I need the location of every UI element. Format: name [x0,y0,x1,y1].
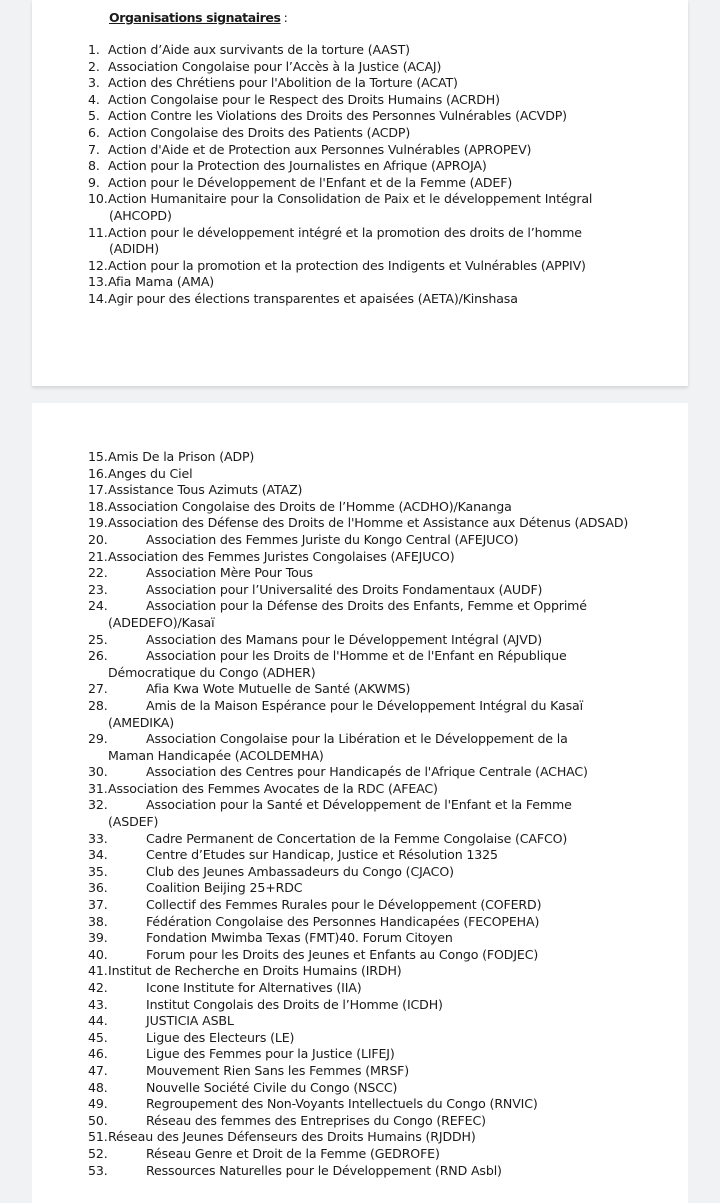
item-number: 8. [88,158,100,174]
list-item [88,158,592,175]
item-number: 34. [88,847,108,863]
item-number: 53. [88,1162,108,1178]
item-number: 25. [88,631,108,647]
item-number: 12. [88,257,108,273]
list-item [88,1063,628,1080]
item-text: Ligue des Femmes pour la Justice (LIFEJ) [146,1046,395,1062]
item-text-continuation: (ADEDEFO)/Kasaï [108,614,215,630]
item-number: 24. [88,598,108,614]
list-item [88,42,592,59]
item-number: 40. [88,946,108,962]
item-number: 7. [88,141,100,157]
item-text: Afia Mama (AMA) [108,274,215,290]
item-number: 2. [88,58,100,74]
item-number: 27. [88,681,108,697]
list-item [88,847,628,864]
item-text: Institut de Recherche en Droits Humains (IRDH) [108,963,402,979]
item-text: Réseau des femmes des Entreprises du Congo (REFEC) [146,1112,486,1128]
item-text: Action Humanitaire pour la Consolidation de Paix et le développement Intégral [108,191,593,207]
list-item [88,125,592,142]
list-item [88,598,628,631]
item-text-continuation: Maman Handicapée (ACOLDEMHA) [108,747,324,763]
item-number: 50. [88,1112,108,1128]
item-text: Mouvement Rien Sans les Femmes (MRSF) [146,1062,410,1078]
list-item [88,482,628,499]
item-text-continuation: (ASDEF) [108,814,159,830]
item-number: 46. [88,1046,108,1062]
item-number: 38. [88,913,108,929]
heading-text: Organisations signataires [109,10,281,25]
item-number: 44. [88,1013,108,1029]
list-item [88,258,592,275]
item-text: Association Congolaise pour l’Accès à la Justice (ACAJ) [108,58,442,74]
item-text: Anges du Ciel [108,465,193,481]
item-text-continuation: Démocratique du Congo (ADHER) [108,664,316,680]
list-item [88,532,628,549]
item-number: 17. [88,482,108,498]
item-number: 3. [88,75,100,91]
item-text: Association pour l’Universalité des Droits Fondamentaux (AUDF) [146,581,543,597]
item-text: Agir pour des élections transparentes et apaisées (AETA)/Kinshasa [108,290,518,306]
item-text: Réseau Genre et Droit de la Femme (GEDROFE) [146,1145,440,1161]
list-item [88,175,592,192]
item-text: Coalition Beijing 25+RDC [146,880,303,896]
item-text: Fondation Mwimba Texas (FMT)40. Forum Citoyen [146,930,453,946]
item-text: Ressources Naturelles pour le Développement (RND Asbl) [146,1162,502,1178]
item-number: 4. [88,91,100,107]
item-text: Association pour la Défense des Droits des Enfants, Femme et Opprimé [146,598,587,614]
item-text: Association des Centres pour Handicapés de l'Afrique Centrale (ACHAC) [146,764,588,780]
item-text: Action pour la Protection des Journalistes en Afrique (APROJA) [108,158,487,174]
item-number: 20. [88,531,108,547]
item-number: 23. [88,581,108,597]
list-item [88,797,628,830]
item-text: Association des Femmes Juriste du Kongo Central (AFEJUCO) [146,531,519,547]
item-text: Icone Institute for Alternatives (IIA) [146,980,362,995]
item-text: Cadre Permanent de Concertation de la Femme Congolaise (CAFCO) [146,830,568,846]
item-text: Club des Jeunes Ambassadeurs du Congo (CJACO) [146,863,454,879]
document-page-1 [32,0,688,386]
item-number: 51. [88,1129,108,1145]
item-number: 31. [88,780,108,796]
item-number: 26. [88,648,108,664]
item-text: Action d’Aide aux survivants de la torture (AAST) [108,42,410,57]
item-number: 33. [88,830,108,846]
item-text: Fédération Congolaise des Personnes Handicapées (FECOPEHA) [146,913,540,929]
item-text: Association Congolaise des Droits de l’Homme (ACDHO)/Kananga [108,498,512,514]
item-text: Association des Défense des Droits de l'Homme et Assistance aux Détenus (ADSAD) [108,515,629,531]
item-number: 9. [88,174,100,190]
list-item [88,897,628,914]
list-item [88,449,628,466]
item-text: Nouvelle Société Civile du Congo (NSCC) [146,1079,398,1095]
list-item [88,225,592,258]
item-number: 15. [88,449,108,464]
item-number: 14. [88,290,108,306]
item-text: Ligue des Electeurs (LE) [146,1029,295,1045]
item-text: Amis de la Maison Espérance pour le Développement Intégral du Kasaï [146,697,583,713]
item-number: 30. [88,764,108,780]
item-text: Association des Femmes Juristes Congolaises (AFEJUCO) [108,548,455,564]
list-item [88,499,628,516]
list-item [88,681,628,698]
item-text: Action pour la promotion et la protection des Indigents et Vulnérables (APPIV) [108,257,586,273]
list-item [88,731,628,764]
item-number: 36. [88,880,108,896]
list-item [88,930,628,947]
item-number: 35. [88,863,108,879]
item-number: 13. [88,274,108,290]
item-number: 47. [88,1062,108,1078]
item-number: 19. [88,515,108,531]
list-item [88,92,592,109]
item-text: Forum pour les Droits des Jeunes et Enfants au Congo (FODJEC) [146,946,539,962]
item-text: Afia Kwa Wote Mutuelle de Santé (AKWMS) [146,681,411,697]
list-item [88,582,628,599]
item-number: 16. [88,465,108,481]
list-item [88,864,628,881]
list-item [88,1013,628,1030]
item-number: 6. [88,124,100,140]
item-text: Association Mère Pour Tous [146,565,313,581]
item-text: Réseau des Jeunes Défenseurs des Droits Humains (RJDDH) [108,1129,476,1145]
item-text: Institut Congolais des Droits de l’Homme (ICDH) [146,996,443,1012]
item-text: Action Contre les Violations des Droits des Personnes Vulnérables (ACVDP) [108,108,567,124]
item-text-continuation: (AMEDIKA) [108,714,174,730]
list-item [88,914,628,931]
item-number: 43. [88,996,108,1012]
item-number: 1. [88,42,100,57]
item-number: 48. [88,1079,108,1095]
item-number: 45. [88,1029,108,1045]
signatories-list-page-2 [88,449,628,1179]
list-item [88,291,592,308]
list-item [88,698,628,731]
list-item [88,831,628,848]
list-item [88,764,628,781]
item-text: Action d'Aide et de Protection aux Personnes Vulnérables (APROPEV) [108,141,532,157]
list-item [88,142,592,159]
list-item [88,1046,628,1063]
item-text: Association des Mamans pour le Développement Intégral (AJVD) [146,631,543,647]
item-number: 5. [88,108,100,124]
item-text: Centre d’Etudes sur Handicap, Justice et Résolution 1325 [146,847,498,863]
item-text: Action pour le Développement de l'Enfant et de la Femme (ADEF) [108,174,513,190]
list-item [88,59,592,76]
item-number: 39. [88,930,108,946]
list-item [88,1129,628,1146]
list-item [88,1080,628,1097]
item-number: 29. [88,731,108,747]
list-item [88,1113,628,1130]
heading-colon: : [283,10,288,25]
document-page-2 [32,403,688,1203]
list-item [88,648,628,681]
list-item [88,108,592,125]
item-text: Action des Chrétiens pour l'Abolition de la Torture (ACAT) [108,75,458,91]
list-item [88,1030,628,1047]
item-number: 41. [88,963,108,979]
list-item [88,565,628,582]
list-item [88,997,628,1014]
item-text: Action Congolaise pour le Respect des Droits Humains (ACRDH) [108,91,500,107]
item-text: Assistance Tous Azimuts (ATAZ) [108,482,303,498]
item-text: Action Congolaise des Droits des Patients (ACDP) [108,124,411,140]
list-item [88,880,628,897]
item-text-continuation: (ADIDH) [109,241,159,257]
list-item [88,274,592,291]
item-text: JUSTICIA ASBL [146,1013,234,1029]
item-text-continuation: (AHCOPD) [109,207,172,223]
list-item [88,466,628,483]
item-text: Association pour les Droits de l'Homme et de l'Enfant en République [146,648,567,664]
item-text: Association Congolaise pour la Libération et le Développement de la [146,731,568,747]
item-number: 52. [88,1145,108,1161]
list-item [88,515,628,532]
list-item [88,947,628,964]
item-number: 21. [88,548,108,564]
list-item [88,1146,628,1163]
item-number: 22. [88,565,108,581]
list-item [88,980,628,997]
list-item [88,781,628,798]
item-number: 37. [88,897,108,913]
item-number: 49. [88,1096,108,1112]
item-number: 10. [88,191,108,207]
item-text: Regroupement des Non-Voyants Intellectuels du Congo (RNVIC) [146,1096,538,1112]
item-number: 42. [88,980,108,995]
item-text: Amis De la Prison (ADP) [108,449,255,464]
item-number: 18. [88,498,108,514]
list-item [88,1163,628,1180]
list-item [88,191,592,224]
item-text: Association des Femmes Avocates de la RDC (AFEAC) [108,780,438,796]
section-heading [109,10,287,25]
item-text: Collectif des Femmes Rurales pour le Développement (COFERD) [146,897,542,913]
item-text: Association pour la Santé et Développement de l'Enfant et la Femme [146,797,572,813]
list-item [88,963,628,980]
signatories-list-page-1 [88,42,592,308]
list-item [88,632,628,649]
item-text: Action pour le développement intégré et la promotion des droits de l’homme [108,224,582,240]
list-item [88,75,592,92]
item-number: 32. [88,797,108,813]
list-item [88,1096,628,1113]
item-number: 11. [88,224,108,240]
item-number: 28. [88,697,108,713]
list-item [88,549,628,566]
